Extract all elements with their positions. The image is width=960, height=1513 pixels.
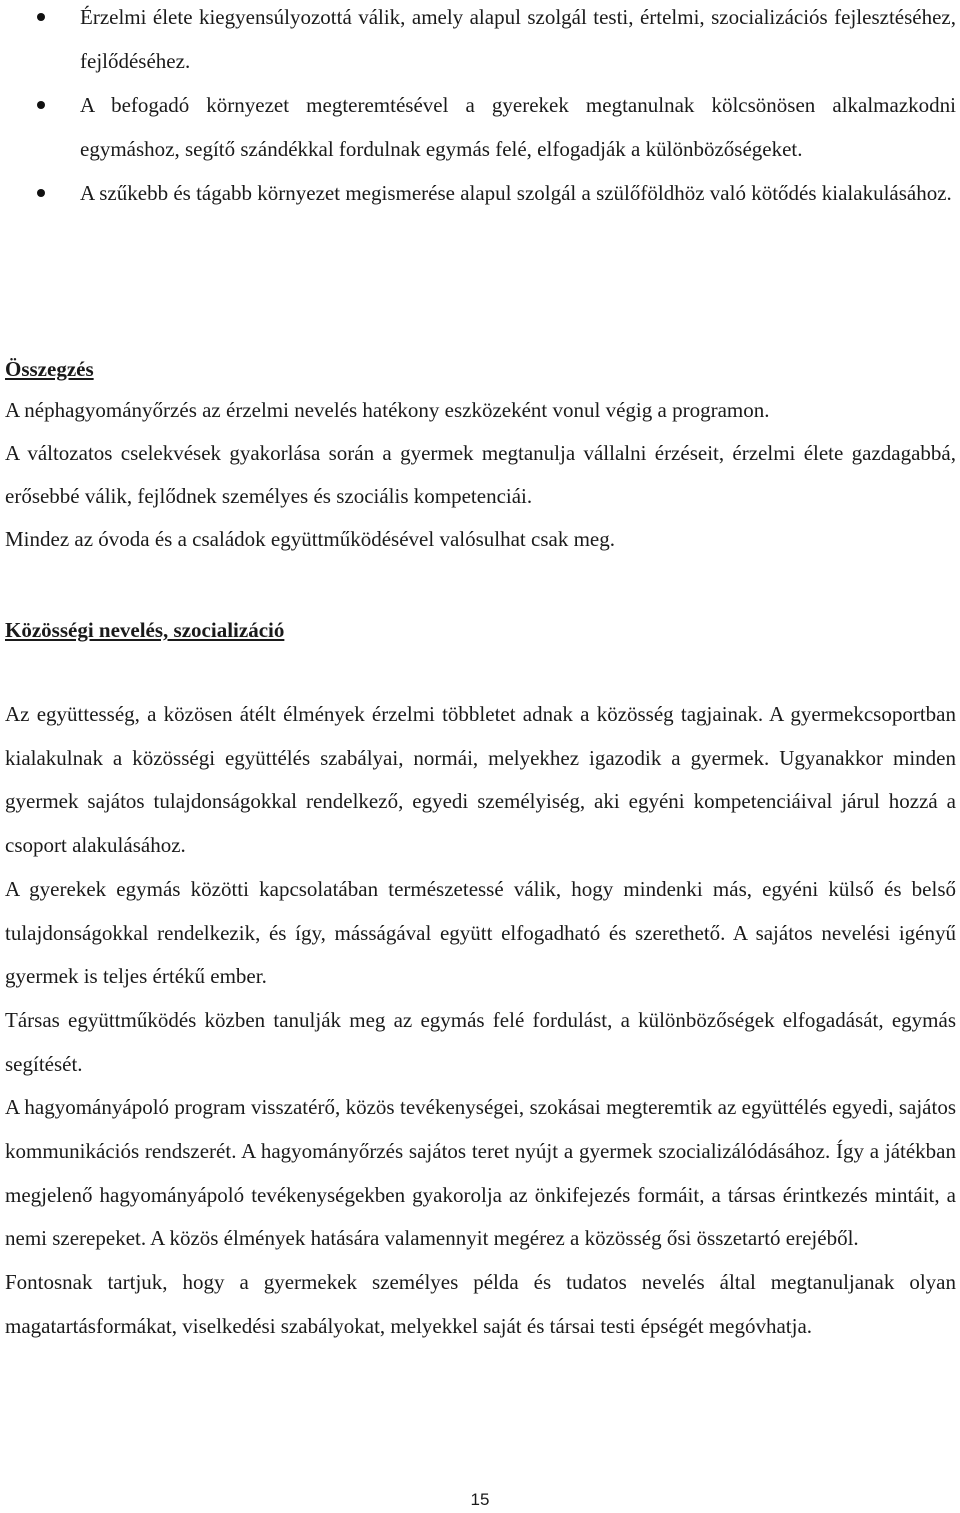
paragraph: Mindez az óvoda és a családok együttműködésével valósulhat csak meg. [5,527,615,551]
paragraph: A hagyományápoló program visszatérő, közös tevékenységei, szokásai megteremtik az együttélés egyedi, sajátos kommunikációs rendszerét. A hagyományőrzés sajátos teret nyújt a gyermek szocializálódásához. Így a játékban megjelenő hagyományápoló tevékenységekben gyakorolja az önkifejezés formáit, a társas érintkezés mintáit, a nemi szerepeket. A közös élmények hatására valamennyit megérez a közösség ősi összetartó erejéből. [5,1095,956,1251]
summary-heading: Összegzés [5,357,94,381]
bullet-icon [37,13,45,21]
bullet-item [0,171,960,215]
bullet-text: A szűkebb és tágabb környezet megismerése alapul szolgál a szülőföldhöz való kötődés kialakulásához. [80,181,952,205]
paragraph: A változatos cselekvések gyakorlása során a gyermek megtanulja vállalni érzéseit, érzelmi élete gazdagabbá, erősebbé válik, fejlődnek személyes és szociális kompetenciái. [5,441,956,508]
bullet-text: Érzelmi élete kiegyensúlyozottá válik, amely alapul szolgál testi, értelmi, szocializációs fejlesztéséhez, fejlődéséhez. [80,5,956,73]
bullet-text: A befogadó környezet megteremtésével a gyerekek megtanulnak kölcsönösen alkalmazkodni egymáshoz, segítő szándékkal fordulnak egymás felé, elfogadják a különbözőségeket. [80,93,956,161]
paragraph: A gyerekek egymás közötti kapcsolatában természetessé válik, hogy mindenki más, egyéni külső és belső tulajdonságokkal rendelkezik, és így, másságával együtt elfogadható és szerethető. A sajátos nevelési igényű gyermek is teljes értékű ember. [5,876,956,989]
bullet-item [0,0,960,83]
community-heading: Közösségi nevelés, szocializáció [5,618,285,642]
bullet-icon [37,189,45,197]
bullet-item [0,83,960,171]
paragraph: Társas együttműködés közben tanulják meg az egymás felé fordulást, a különbözőségek elfogadását, egymás segítését. [5,1007,956,1076]
paragraph: Fontosnak tartjuk, hogy a gyermekek személyes példa és tudatos nevelés által megtanuljanak olyan magatartásformákat, viselkedési szabályokat, melyekkel saját és társai testi épségét megóvhatja. [5,1270,956,1338]
bullet-list [0,0,960,215]
paragraph: A néphagyományőrzés az érzelmi nevelés hatékony eszközeként vonul végig a programon. [5,398,770,422]
page-number: 15 [470,1490,490,1509]
summary-section [5,389,956,561]
paragraph: Az együttesség, a közösen átélt élmények érzelmi többletet adnak a közösség tagjainak. A gyermekcsoportban kialakulnak a közösségi együttélés szabályai, normái, melyekhez igazodik a gyermek. Ugyanakkor minden gyermek sajátos tulajdonságokkal rendelkező, egyedi személyiség, aki egyéni kompetenciáival járul hozzá a csoport alakulásához. [5,702,956,858]
bullet-icon [37,101,45,109]
community-section [5,693,956,1349]
